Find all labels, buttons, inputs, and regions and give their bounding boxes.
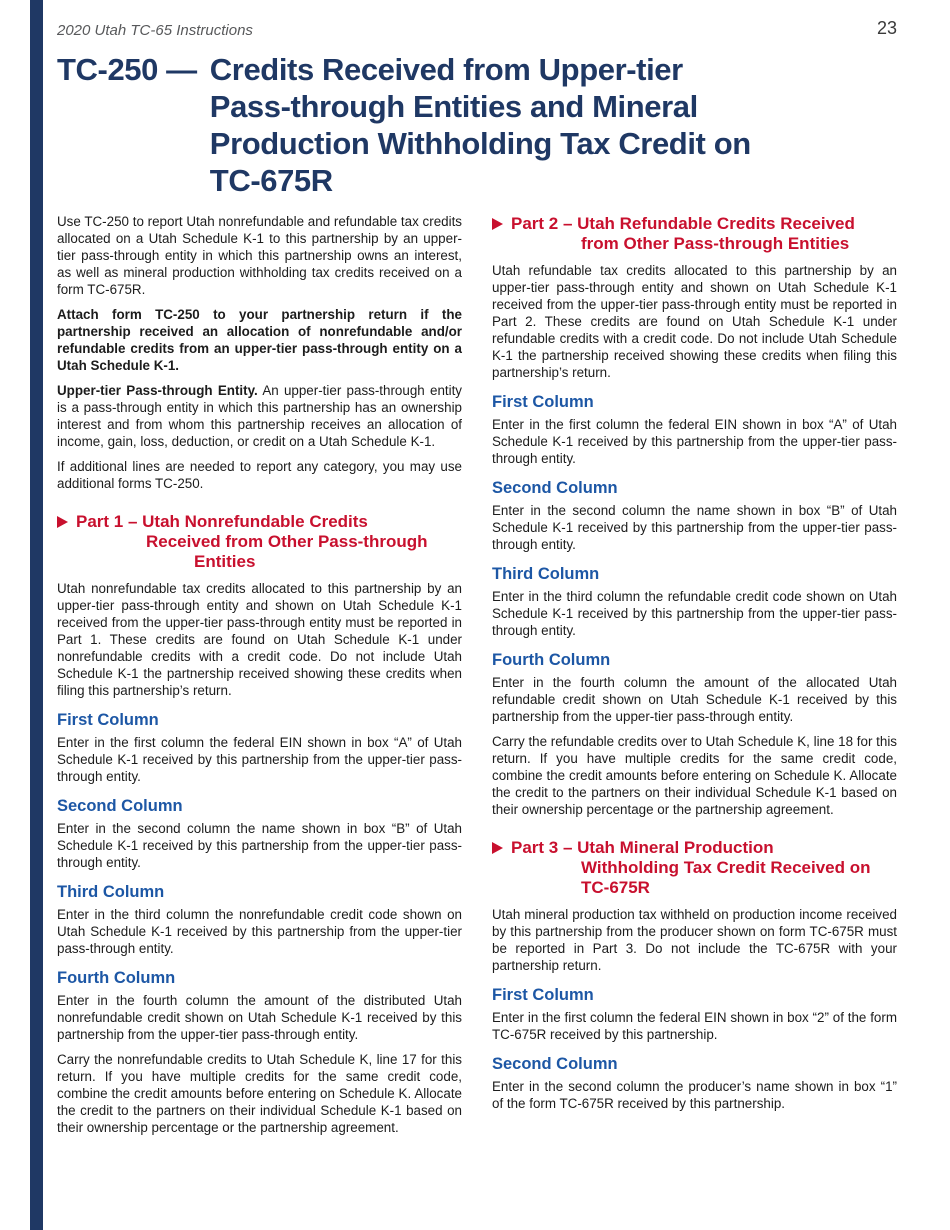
title-lines bbox=[210, 51, 751, 199]
triangle-icon bbox=[57, 516, 68, 528]
form-number: TC-250 — bbox=[57, 52, 197, 87]
part2-intro-paragraph: Utah refundable tax credits allocated to this partnership by an upper-tier pass-through entity and shown on Utah Schedule K-1 received from the upper-tier pass-through entity must be reported in Part 2. These credits are found on Utah Schedule K-1 under refundable credits with a credit code. Do not include Utah Schedule K-1 the partnership received showing these credits when filing this partnership’s return. bbox=[492, 263, 897, 380]
part1-second-column-paragraph: Enter in the second column the name shown in box “B” of Utah Schedule K-1 received by this partnership from the upper-tier pass-through entity. bbox=[57, 821, 462, 870]
part2-heading bbox=[492, 214, 897, 254]
part3-heading bbox=[492, 838, 897, 898]
part2-third-column-paragraph: Enter in the third column the refundable credit code shown on Utah Schedule K-1 received by this partnership from the upper-tier pass-through entity. bbox=[492, 589, 897, 638]
part2-first-column-paragraph: Enter in the first column the federal EIN shown in box “A” of Utah Schedule K-1 received by this partnership from the upper-tier pass-through entity. bbox=[492, 417, 897, 466]
part2-fourth-column-paragraph: Enter in the fourth column the amount of the allocated Utah refundable credit shown on Utah Schedule K-1 received by this partnership from the upper-tier pass-through entity. bbox=[492, 675, 897, 724]
part-heading-line: Part 2 – Utah Refundable Credits Received bbox=[511, 214, 855, 233]
page-title bbox=[57, 51, 897, 199]
two-column-layout bbox=[57, 213, 897, 1144]
upper-tier-definition-paragraph bbox=[57, 382, 462, 450]
part2-second-column-heading: Second Column bbox=[492, 479, 618, 497]
page-header bbox=[57, 0, 897, 39]
attach-instruction-paragraph: Attach form TC-250 to your partnership return if the partnership received an allocation of nonrefundable and/or refundable credits from an upper-tier pass-through entity on a Utah Schedule K-1. bbox=[57, 307, 462, 373]
title-line: Credits Received from Upper-tier bbox=[209, 52, 683, 87]
part1-third-column-heading: Third Column bbox=[57, 883, 165, 901]
part2-third-column-heading: Third Column bbox=[492, 565, 600, 583]
part-heading-line: Part 1 – Utah Nonrefundable Credits bbox=[76, 512, 368, 531]
part1-fourth-column-paragraph: Enter in the fourth column the amount of the distributed Utah nonrefundable credit shown on Utah Schedule K-1 received by this partnership from the upper-tier pass-through entity. bbox=[57, 993, 462, 1042]
part-heading-line: Entities bbox=[194, 552, 256, 571]
document-page bbox=[57, 0, 897, 1144]
definition-body: An upper-tier pass-through entity is a pass-through entity in which this partnership has an ownership interest and from whom this partnership receives an allocation of income, gain, loss, deduction, or credit on a Utah Schedule K-1. bbox=[57, 383, 462, 449]
part-heading-line: Part 3 – Utah Mineral Production bbox=[511, 838, 774, 857]
title-line: Pass-through Entities and Mineral bbox=[209, 89, 698, 124]
part-heading-line: from Other Pass-through Entities bbox=[581, 234, 850, 253]
part1-first-column-heading: First Column bbox=[57, 711, 159, 729]
part3-second-column-heading: Second Column bbox=[492, 1055, 618, 1073]
part3-first-column-paragraph: Enter in the first column the federal EIN shown in box “2” of the form TC-675R received by this partnership. bbox=[492, 1010, 897, 1042]
part1-closing-paragraph: Carry the nonrefundable credits to Utah Schedule K, line 17 for this return. If you have multiple credits for the same credit code, combine the credit amounts before entering on Schedule K. Allocate the credit to the partners on their individual Schedule K-1 based on their ownership percentage or the partnership agreement. bbox=[57, 1052, 462, 1135]
part1-first-column-paragraph: Enter in the first column the federal EIN shown in box “A” of Utah Schedule K-1 received by this partnership from the upper-tier pass-through entity. bbox=[57, 735, 462, 784]
part2-heading-lines bbox=[511, 214, 855, 254]
title-line: TC-675R bbox=[209, 163, 333, 198]
right-column bbox=[492, 213, 897, 1144]
part1-third-column-paragraph: Enter in the third column the nonrefundable credit code shown on Utah Schedule K-1 received by this partnership from the upper-tier pass-through entity. bbox=[57, 907, 462, 956]
triangle-icon bbox=[492, 842, 503, 854]
part1-second-column-heading: Second Column bbox=[57, 797, 183, 815]
part3-first-column-heading: First Column bbox=[492, 986, 594, 1004]
triangle-icon bbox=[492, 218, 503, 230]
definition-term: Upper-tier Pass-through Entity. bbox=[57, 383, 258, 398]
part3-intro-paragraph: Utah mineral production tax withheld on production income received by this partnership from the producer shown on form TC-675R must be reported in Part 3. Do not include the TC-675R with your partnership return. bbox=[492, 907, 897, 973]
additional-forms-paragraph: If additional lines are needed to report any category, you may use additional forms TC-250. bbox=[57, 459, 462, 491]
part2-first-column-heading: First Column bbox=[492, 393, 594, 411]
part3-heading-lines bbox=[511, 838, 871, 898]
part1-fourth-column-heading: Fourth Column bbox=[57, 969, 176, 987]
part2-fourth-column-heading: Fourth Column bbox=[492, 651, 611, 669]
document-reference: 2020 Utah TC-65 Instructions bbox=[57, 22, 253, 39]
part-heading-line: Withholding Tax Credit Received on bbox=[581, 858, 871, 877]
left-column bbox=[57, 213, 462, 1144]
part3-second-column-paragraph: Enter in the second column the producer’s name shown in box “1” of the form TC-675R received by this partnership. bbox=[492, 1079, 897, 1111]
part2-closing-paragraph: Carry the refundable credits over to Utah Schedule K, line 18 for this return. If you have multiple credits for the same credit code, combine the credit amounts before entering on Schedule K. Allocate the credit to the partners on their individual Schedule K-1 based on their ownership percentage or the partnership agreement. bbox=[492, 734, 897, 817]
title-line: Production Withholding Tax Credit on bbox=[209, 126, 751, 161]
part1-heading bbox=[57, 512, 462, 572]
part-heading-line: Received from Other Pass-through bbox=[146, 532, 428, 551]
part-heading-line: TC-675R bbox=[581, 878, 650, 897]
part1-intro-paragraph: Utah nonrefundable tax credits allocated to this partnership by an upper-tier pass-through entity and shown on Utah Schedule K-1 received from the upper-tier pass-through entity must be reported in Part 1. These credits are found on Utah Schedule K-1 under nonrefundable credits with a credit code. Do not include Utah Schedule K-1 the partnership received showing these credits when filing this partnership’s return. bbox=[57, 581, 462, 698]
part1-heading-lines bbox=[76, 512, 428, 572]
page-edge-bar bbox=[30, 0, 43, 1230]
page-number: 23 bbox=[876, 18, 897, 38]
intro-paragraph: Use TC-250 to report Utah nonrefundable and refundable tax credits allocated on a Utah Schedule K-1 to this partnership by an upper-tier pass-through entity in which this partnership owns an interest, as well as mineral production withholding tax credits received on a form TC-675R. bbox=[57, 214, 462, 297]
part2-second-column-paragraph: Enter in the second column the name shown in box “B” of Utah Schedule K-1 received by this partnership from the upper-tier pass-through entity. bbox=[492, 503, 897, 552]
